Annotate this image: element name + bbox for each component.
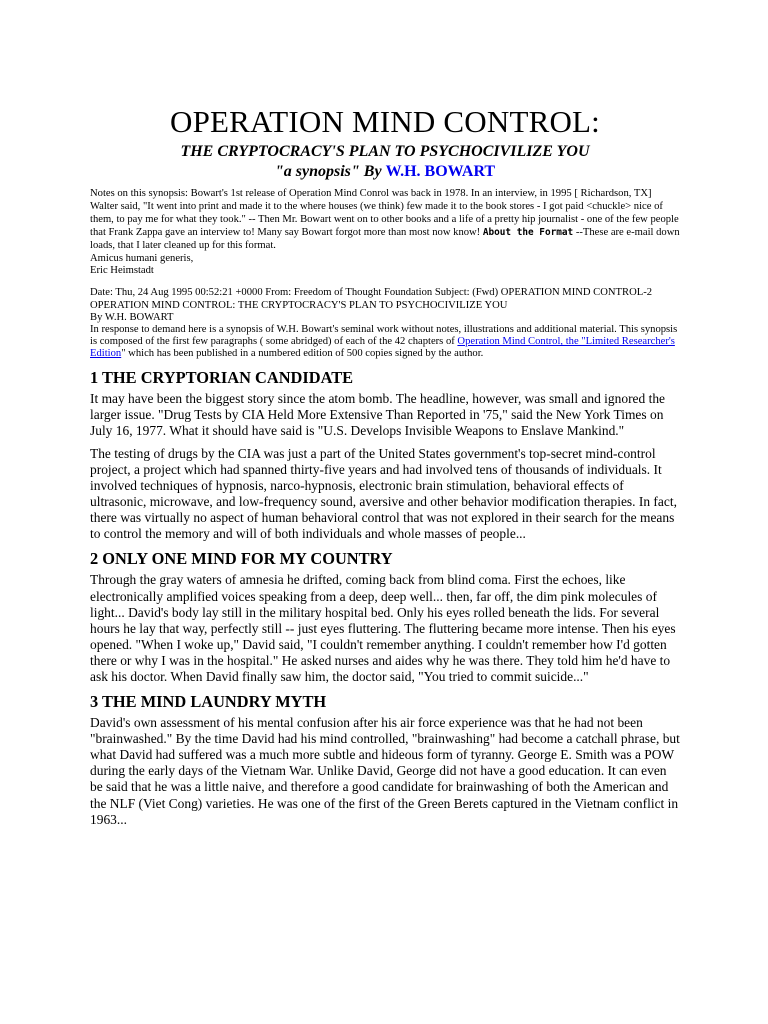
email-header-block (90, 287, 680, 360)
chapter-heading: 2 ONLY ONE MIND FOR MY COUNTRY (90, 549, 393, 569)
notes-signoff: Amicus humani generis, (90, 252, 194, 264)
chapter-paragraph: It may have been the biggest story since the atom bomb. The headline, however, was small and ignored the larger issue. "Drug Tests by CIA Held More Extensive Than Reported in '75," said the New York Times on July 16, 1977. What it should have said is "U.S. Develops Invisible Weapons to Enslave Mankind." (90, 390, 665, 438)
author-link[interactable]: W.H. BOWART (385, 163, 496, 180)
email-byline: By W.H. BOWART (90, 311, 174, 323)
notes-text: Notes on this synopsis: Bowart's 1st release of Operation Mind Conrol was back in 1978. In an interview, in 1995 [ Richardson, TX] Walter said, "It went into print and made it to the where houses (we think) few made it to the book stores - I got paid <chuckle> nice of them, to pay me for what they took." -- Then Mr. Bowart went on to other books and a life of a pretty hip journalist - one of the few people that Frank Zappa gave an interview to! Many say Bowart forgot more than most now know! (90, 188, 679, 238)
synopsis-byline (90, 162, 680, 182)
notes-signer: Eric Heimstadt (90, 265, 154, 277)
chapter-heading: 1 THE CRYPTORIAN CANDIDATE (90, 367, 354, 387)
intro-text: In response to demand here is a synopsis of W.H. Bowart's seminal work without notes, illustrations and additional material. This synopsis is composed of the first few paragraphs ( some abridged) of each of the 42 chapters of (90, 323, 678, 348)
page-title: OPERATION MIND CONTROL: (170, 104, 600, 139)
email-intro (90, 324, 680, 361)
chapter-heading: 3 THE MIND LAUNDRY MYTH (90, 692, 327, 712)
email-header: Date: Thu, 24 Aug 1995 00:52:21 +0000 From: Freedom of Thought Foundation Subject: (Fwd) OPERATION MIND CONTROL-2 (90, 287, 653, 299)
notes-paragraph (90, 188, 680, 253)
chapter-paragraph: David's own assessment of his mental confusion after his air force experience was that he had not been "brainwashed." By the time David had his mind controlled, "brainwashing" had become a catchall phrase, but what David had suffered was a much more subtle and hideous form of tyranny. George E. Smith was a POW during the early days of the Vietnam War. Unlike David, George did not have a good education. It can even be said that he was a little naive, and therefore a good candidate for brainwashing of both the American and the NLF (Viet Cong) varieties. He was one of the first of the Green Berets captured in the Vietnam conflict in 1963... (90, 715, 680, 827)
intro-end-text: " which has been published in a numbered edition of 500 copies signed by the author. (121, 348, 484, 360)
format-text: --These are e-mail down loads, that I later cleaned up for this format. (90, 226, 680, 251)
synopsis-notes (90, 188, 680, 278)
synopsis-label: "a synopsis" By (274, 163, 386, 180)
chapter-paragraph: Through the gray waters of amnesia he drifted, coming back from blind coma. First the echoes, like electronically amplified voices speaking from a deep, deep well... then, far off, the dim pink molecules of light... David's body lay still in the military hospital bed. Only his eyes rolled beneath the lids. For several hours he lay that way, perfectly still -- just eyes fluttering. The fluttering became more intense. Then his eyes opened. "When I woke up," David said, "I couldn't remember anything. I couldn't remember how I'd gotten there or why I was in the hospital." He asked nurses and aides why he was there. They told him he'd have to ask his doctor. When David finally saw him, the doctor said, "You tried to commit suicide..." (90, 572, 676, 684)
format-label: About the Format (482, 226, 574, 238)
email-heading: OPERATION MIND CONTROL: THE CRYPTOCRACY'S PLAN TO PSYCHOCIVILIZE YOU (90, 299, 508, 311)
chapter-paragraph: The testing of drugs by the CIA was just a part of the United States government's top-secret mind-control project, a project which had spanned thirty-five years and had involved tens of thousands of individuals. It involved techniques of hypnosis, narco-hypnosis, electronic brain stimulation, behavioral effects of ultrasonic, microwave, and low-frequency sound, aversive and other behavior modification therapies. In fact, there was virtually no aspect of human behavioral control that was not explored in their search for the means to control the memory and will of both individuals and whole masses of people... (90, 445, 677, 542)
limited-edition-link[interactable]: Operation Mind Control, the "Limited Researcher's Edition (90, 336, 675, 360)
page-subtitle: THE CRYPTOCRACY'S PLAN TO PSYCHOCIVILIZE YOU (180, 143, 590, 160)
document-page (90, 0, 680, 828)
